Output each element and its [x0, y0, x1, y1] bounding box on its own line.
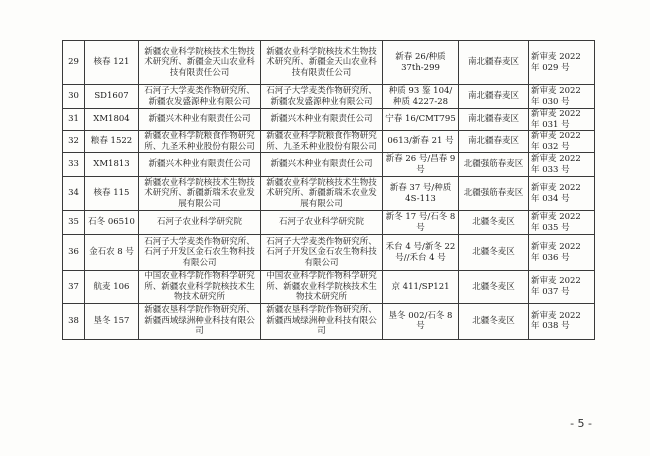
suitable-region-cell: 北疆冬麦区: [459, 303, 529, 339]
suitable-region-cell: 南北疆春麦区: [459, 131, 529, 153]
variety-source-cell: 种质 93 鉴 104/种质 4227-28: [383, 85, 459, 109]
applicant-cell: 新疆农业科学院核技术生物技术研究所、新疆新瑞禾农业发展有限公司: [139, 177, 261, 211]
applicant-cell: 新疆兴木种业有限责任公司: [139, 109, 261, 131]
breeder-cell: 新疆农垦科学院作物研究所、新疆西域绿洲种业科技有限公司: [261, 303, 383, 339]
breeder-cell: 新疆兴木种业有限责任公司: [261, 109, 383, 131]
applicant-cell: 石河子大学麦类作物研究所、石河子开发区金石农生物科技有限公司: [139, 235, 261, 271]
suitable-region-cell: 北疆冬麦区: [459, 211, 529, 235]
applicant-cell: 新疆农业科学院核技术生物技术研究所、新疆金天山农业科技有限责任公司: [139, 41, 261, 85]
approval-number-cell: 新审麦 2022 年 031 号: [529, 109, 595, 131]
row-number-cell: 36: [63, 235, 85, 271]
table-row: [63, 271, 595, 304]
suitable-region-cell: 北疆强筋春麦区: [459, 177, 529, 211]
table-row: [63, 41, 595, 85]
row-number-cell: 34: [63, 177, 85, 211]
suitable-region-cell: 北疆冬麦区: [459, 235, 529, 271]
variety-name-cell: 航麦 106: [85, 271, 139, 304]
variety-name-cell: XM1813: [85, 153, 139, 177]
breeder-cell: 新疆农业科学院核技术生物技术研究所、新疆新瑞禾农业发展有限公司: [261, 177, 383, 211]
approval-number-cell: 新审麦 2022 年 032 号: [529, 131, 595, 153]
breeder-cell: 石河子大学麦类作物研究所、石河子开发区金石农生物科技有限公司: [261, 235, 383, 271]
suitable-region-cell: 南北疆春麦区: [459, 85, 529, 109]
applicant-cell: 石河子农业科学研究院: [139, 211, 261, 235]
row-number-cell: 32: [63, 131, 85, 153]
approval-number-cell: 新审麦 2022 年 033 号: [529, 153, 595, 177]
row-number-cell: 33: [63, 153, 85, 177]
suitable-region-cell: 北疆冬麦区: [459, 271, 529, 304]
variety-source-cell: 0613/新春 21 号: [383, 131, 459, 153]
variety-name-cell: 石冬 06510: [85, 211, 139, 235]
table-row: [63, 235, 595, 271]
table-row: [63, 109, 595, 131]
row-number-cell: 35: [63, 211, 85, 235]
breeder-cell: 石河子农业科学研究院: [261, 211, 383, 235]
applicant-cell: 石河子大学麦类作物研究所、新疆农发盛源种业有限公司: [139, 85, 261, 109]
table-row: [63, 303, 595, 339]
applicant-cell: 新疆兴木种业有限责任公司: [139, 153, 261, 177]
variety-source-cell: 新春 26 号/昌春 9 号: [383, 153, 459, 177]
variety-source-cell: 新春 37 号/种质 4S-113: [383, 177, 459, 211]
variety-name-cell: 粮春 1522: [85, 131, 139, 153]
variety-source-cell: 禾台 4 号/新冬 22 号//禾台 4 号: [383, 235, 459, 271]
row-number-cell: 38: [63, 303, 85, 339]
variety-source-cell: 宁春 16/CMT795: [383, 109, 459, 131]
variety-name-cell: 核春 115: [85, 177, 139, 211]
row-number-cell: 31: [63, 109, 85, 131]
applicant-cell: 新疆农业科学院粮食作物研究所、九圣禾种业股份有限公司: [139, 131, 261, 153]
table-row: [63, 153, 595, 177]
table-row: [63, 211, 595, 235]
suitable-region-cell: 南北疆春麦区: [459, 41, 529, 85]
table-row: [63, 177, 595, 211]
variety-source-cell: 京 411/SP121: [383, 271, 459, 304]
variety-source-cell: 新春 26/种质 37th-299: [383, 41, 459, 85]
variety-name-cell: 垦冬 157: [85, 303, 139, 339]
variety-approval-table: [62, 40, 595, 340]
breeder-cell: 中国农业科学院作物科学研究所、新疆农业科学院核技术生物技术研究所: [261, 271, 383, 304]
row-number-cell: 29: [63, 41, 85, 85]
approval-number-cell: 新审麦 2022 年 034 号: [529, 177, 595, 211]
variety-name-cell: XM1804: [85, 109, 139, 131]
breeder-cell: 石河子大学麦类作物研究所、新疆农发盛源种业有限公司: [261, 85, 383, 109]
variety-source-cell: 新冬 17 号/石冬 8 号: [383, 211, 459, 235]
approval-number-cell: 新审麦 2022 年 037 号: [529, 271, 595, 304]
breeder-cell: 新疆农业科学院粮食作物研究所、九圣禾种业股份有限公司: [261, 131, 383, 153]
page-number: - 5 -: [570, 417, 592, 430]
breeder-cell: 新疆农业科学院核技术生物技术研究所、新疆金天山农业科技有限责任公司: [261, 41, 383, 85]
applicant-cell: 新疆农垦科学院作物研究所、新疆西域绿洲种业科技有限公司: [139, 303, 261, 339]
table-row: [63, 85, 595, 109]
approval-number-cell: 新审麦 2022 年 035 号: [529, 211, 595, 235]
approval-number-cell: 新审麦 2022 年 038 号: [529, 303, 595, 339]
variety-source-cell: 垦冬 002/石冬 8 号: [383, 303, 459, 339]
row-number-cell: 30: [63, 85, 85, 109]
table-row: [63, 131, 595, 153]
breeder-cell: 新疆兴木种业有限责任公司: [261, 153, 383, 177]
row-number-cell: 37: [63, 271, 85, 304]
variety-name-cell: 核春 121: [85, 41, 139, 85]
suitable-region-cell: 南北疆春麦区: [459, 109, 529, 131]
applicant-cell: 中国农业科学院作物科学研究所、新疆农业科学院核技术生物技术研究所: [139, 271, 261, 304]
variety-name-cell: 金石农 8 号: [85, 235, 139, 271]
approval-number-cell: 新审麦 2022 年 036 号: [529, 235, 595, 271]
approval-number-cell: 新审麦 2022 年 030 号: [529, 85, 595, 109]
suitable-region-cell: 北疆强筋春麦区: [459, 153, 529, 177]
approval-number-cell: 新审麦 2022 年 029 号: [529, 41, 595, 85]
variety-name-cell: SD1607: [85, 85, 139, 109]
